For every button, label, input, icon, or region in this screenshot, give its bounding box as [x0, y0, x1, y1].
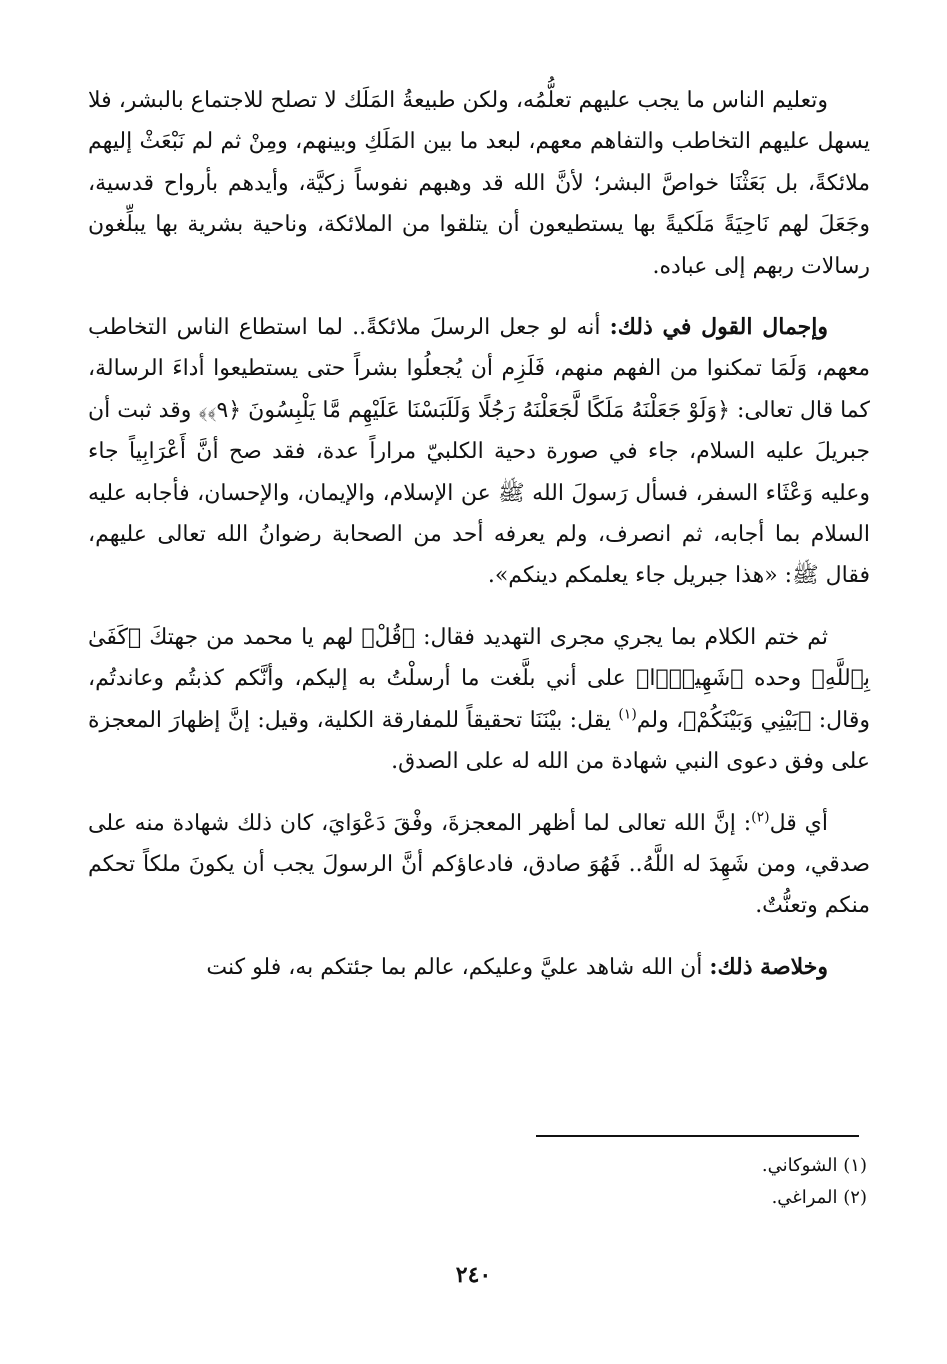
footnote-marker-2[interactable]: (٢): [751, 809, 770, 826]
footnote-1-number: (١): [843, 1155, 867, 1176]
paragraph-1-text: وتعليم الناس ما يجب عليهم تعلُّمُه، ولكن طبيعةُ المَلَك لا تصلح للاجتماع بالبشر، فلا يسهل عليهم التخاطب والتفاهم معهم، لبعد ما بين المَلَكِ وبينهم، ومِنْ ثم لم نَبْعَثْ إليهم ملائكةً، بل بَعَثْنَا خواصَّ البشر؛ لأنَّ الله قد وهبهم نفوساً زكيَّة، وأيدهم بأرواح قدسية، وجَعَلَ لهم نَاحِيَةً مَلَكيةً بها يستطيعون أن يتلقوا من الملائكة، وناحية بشرية بها يبلِّغون رسالات ربهم إلى عباده.: [88, 88, 870, 279]
footnote-divider: [536, 1135, 859, 1137]
paragraph-3: [88, 617, 870, 783]
paragraph-3-text: ثم ختم الكلام بما يجري مجرى التهديد فقال: ﴿قُلْ﴾ لهم يا محمد من جهتكَ ﴿كَفَىٰ بِٱللَّهِ﴾ وحده ﴿شَهِيدًۢا﴾ على أني بلَّغت ما أرسلْتُ به إليكم، وأنَّكم كذبتُم وعاندتُم، وقال: ﴿بَيْنِي وَبَيْنَكُمْ﴾، ولم: [88, 624, 870, 733]
paragraph-4-tail: : إنَّ الله تعالى لما أظهر المعجزةَ، وفْقَ دَعْوَايَ، كان ذلك شهادة منه على صدقي، ومن شَهِدَ له اللَّهُ.. فَهُوَ صادق، فادعاؤكم أنَّ الرسولَ يجب أن يكونَ ملكاً تحكم منكم وتعنُّتٌ.: [88, 810, 870, 919]
footnote-1: [467, 1150, 867, 1182]
paragraph-3-tail: يقل: بيْنَنَا تحقيقاً للمفارقة الكلية، وقيل: إنَّ إظهارَ المعجزة على وفق دعوى النبي شهادة من الله له على الصدق.: [88, 707, 870, 775]
paragraph-5-lead: وخلاصة ذلك:: [709, 953, 828, 980]
paragraph-5: [88, 947, 870, 988]
footnote-2: [467, 1182, 867, 1214]
paragraph-2-lead: وإجمال القول في ذلك:: [609, 314, 828, 341]
paragraph-2-text: أنه لو جعل الرسلَ ملائكةً.. لما استطاع الناس التخاطب معهم، وَلَمَا تمكنوا من الفهم منهم، فَلَزِم أن يُجعلُوا بشراً حتى يستطيعوا أداءَ الرسالة، كما قال تعالى: ﴿وَلَوْ جَعَلْنَهُ مَلَكًا لَّجَعَلْنَهُ رَجُلًا وَلَلَبَسْنَا عَلَيْهِم مَّا يَلْبِسُونَ ﴿٩﴾﴾ وقد ثبت أن جبريلَ عليه السلام، جاء في صورة دحية الكلبيّ مراراً عدة، فقد صح أنَّ أَعْرَابِياً جاء وعليه وَعْثَاء السفر، فسأل رَسولَ الله ﷺ عن الإسلام، والإيمان، والإحسان، فأجابه عليه السلام بما أجابه، ثم انصرف، ولم يعرفه أحد من الصحابة رضوانُ الله تعالى عليهم، فقال ﷺ: «هذا جبريل جاء يعلمكم دينكم».: [88, 315, 870, 589]
body-text: [88, 80, 870, 1008]
footnote-marker-1[interactable]: (١): [618, 706, 637, 723]
page-number: ٢٤٠: [455, 1262, 492, 1288]
paragraph-2: [88, 307, 870, 597]
footnote-2-text: المراغي.: [771, 1187, 838, 1208]
paragraph-4-text: أي قل: [769, 810, 828, 836]
footnote-2-number: (٢): [843, 1187, 867, 1208]
footnote-1-text: الشوكاني.: [761, 1155, 838, 1176]
footnotes: [467, 1150, 867, 1214]
paragraph-5-text: أن الله شاهد عليَّ وعليكم، عالم بما جئتكم به، فلو كنت: [206, 954, 710, 980]
paragraph-4: [88, 803, 870, 927]
paragraph-1: [88, 80, 870, 287]
